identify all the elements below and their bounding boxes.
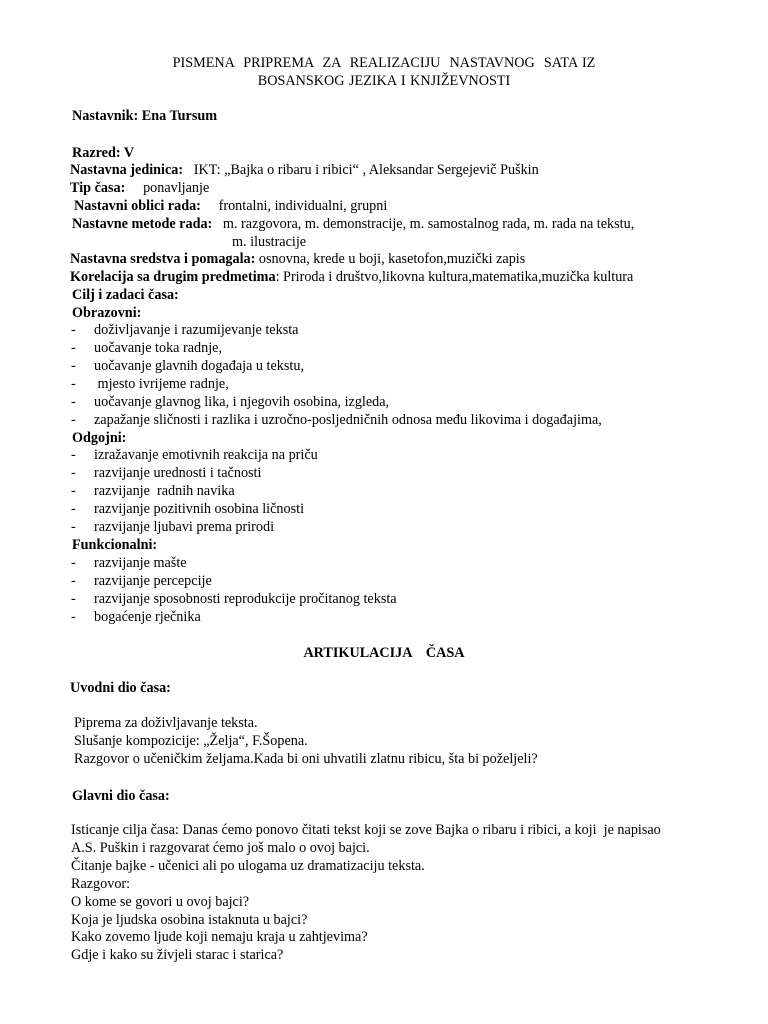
forms-value: frontalni, individualni, grupni <box>200 198 388 214</box>
list-item: uočavanje glavnog lika, i njegovih osobina, izgleda, <box>94 393 390 410</box>
type-line <box>70 180 209 198</box>
goals-label: Cilj i zadaci časa: <box>72 287 179 303</box>
correlation-value: : Priroda i društvo,likovna kultura,matematika,muzička kultura <box>275 269 634 285</box>
bullet-dash: - <box>71 357 76 374</box>
list-item: uočavanje toka radnje, <box>94 339 223 356</box>
type-label: Tip časa: <box>70 180 126 196</box>
list-item: razvijanje sposobnosti reprodukcije pročitanog teksta <box>94 590 397 607</box>
methods-label: Nastavne metode rada: <box>72 216 213 232</box>
bullet-dash: - <box>71 518 76 535</box>
list-item: razvijanje percepcije <box>94 572 212 589</box>
means-value: osnovna, krede u boji, kasetofon,muzički zapis <box>255 251 526 267</box>
text-line: Piprema za doživljavanje teksta. <box>74 715 258 731</box>
goals-heading <box>72 287 179 305</box>
list-item: bogaćenje rječnika <box>94 608 201 625</box>
upbringing-heading <box>72 430 126 448</box>
articulation-heading <box>0 645 768 663</box>
grade-text: Razred: V <box>72 145 135 161</box>
text-line: Koja je ljudska osobina istaknuta u bajci? <box>71 911 308 928</box>
correlation-line <box>70 269 633 287</box>
text-line: Razgovor: <box>71 875 131 892</box>
title-line-2: BOSANSKOG JEZIKA I KNJIŽEVNOSTI <box>257 72 511 89</box>
bullet-dash: - <box>71 411 76 428</box>
means-line <box>70 251 525 269</box>
bullet-dash: - <box>71 555 76 571</box>
functional-heading <box>72 537 157 555</box>
bullet-dash: - <box>71 608 76 625</box>
correlation-label: Korelacija sa drugim predmetima <box>70 269 276 285</box>
bullet-dash: - <box>71 339 76 356</box>
text-line: Gdje i kako su živjeli starac i starica? <box>71 947 284 964</box>
unit-value: IKT: „Bajka o ribaru i ribici“ , Aleksandar Sergejevič Puškin <box>183 162 539 178</box>
bullet-dash: - <box>71 393 76 410</box>
list-item: mjesto ivrijeme radnje, <box>94 375 229 392</box>
list-item: zapažanje sličnosti i razlika i uzročno-posljedničnih odnosa među likovima i događajima, <box>94 411 602 428</box>
text-line: Slušanje kompozicije: „Želja“, F.Šopena. <box>74 732 308 749</box>
text-line: A.S. Puškin i razgovarat ćemo još malo o ovoj bajci. <box>71 839 370 856</box>
bullet-dash: - <box>71 447 76 463</box>
list-item: razvijanje pozitivnih osobina ličnosti <box>94 500 305 517</box>
text-line: Kako zovemo ljude koji nemaju kraja u zahtjevima? <box>71 929 368 946</box>
bullet-dash: - <box>71 482 76 499</box>
methods-line <box>72 216 634 234</box>
methods-value: m. razgovora, m. demonstracije, m. samostalnog rada, m. rada na tekstu, <box>212 216 635 232</box>
unit-label: Nastavna jedinica: <box>70 162 184 178</box>
text-line: Razgovor o učeničkim željama.Kada bi oni uhvatili zlatnu ribicu, šta bi poželjeli? <box>74 750 538 767</box>
list-item: doživljavanje i razumijevanje teksta <box>94 322 299 338</box>
list-item: razvijanje radnih navika <box>94 482 235 499</box>
title-line-1: PISMENA PRIPREMA ZA REALIZACIJU NASTAVNOG SATA IZ <box>172 55 596 71</box>
list-item: razvijanje ljubavi prema prirodi <box>94 518 275 535</box>
text-line: Čitanje bajke - učenici ali po ulogama uz dramatizaciju teksta. <box>71 857 425 874</box>
list-item: izražavanje emotivnih reakcija na priču <box>94 447 318 463</box>
main-label: Glavni dio časa: <box>72 788 170 804</box>
intro-label: Uvodni dio časa: <box>70 680 171 696</box>
bullet-dash: - <box>71 500 76 517</box>
bullet-dash: - <box>71 590 76 607</box>
list-item: razvijanje mašte <box>94 555 187 571</box>
text-line: O kome se govori u ovoj bajci? <box>71 893 250 910</box>
intro-heading <box>70 680 171 698</box>
bullet-dash: - <box>71 464 76 481</box>
list-item: uočavanje glavnih događaja u tekstu, <box>94 357 304 374</box>
means-label: Nastavna sredstva i pomagala: <box>70 251 256 267</box>
list-item: razvijanje urednosti i tačnosti <box>94 464 262 481</box>
teacher-line <box>72 108 217 126</box>
educational-heading <box>72 305 141 323</box>
bullet-dash: - <box>71 375 76 392</box>
upbringing-label: Odgojni: <box>72 430 127 446</box>
type-value: ponavljanje <box>125 180 210 196</box>
grade-line <box>72 145 134 163</box>
main-heading <box>72 788 170 806</box>
articulation-heading-text: ARTIKULACIJA ČASA <box>303 645 465 661</box>
educational-label: Obrazovni: <box>72 305 142 321</box>
methods-line-2: m. ilustracije <box>232 234 307 250</box>
forms-label: Nastavni oblici rada: <box>74 198 201 214</box>
document-title <box>0 55 768 91</box>
bullet-dash: - <box>71 322 76 338</box>
text-line: Isticanje cilja časa: Danas ćemo ponovo čitati tekst koji se zove Bajka o ribaru i ribici, a koji je napisao <box>71 822 661 838</box>
forms-line <box>74 198 387 216</box>
bullet-dash: - <box>71 572 76 589</box>
teacher-text: Nastavnik: Ena Tursum <box>72 108 218 124</box>
unit-line <box>70 162 539 180</box>
functional-label: Funkcionalni: <box>72 537 158 553</box>
